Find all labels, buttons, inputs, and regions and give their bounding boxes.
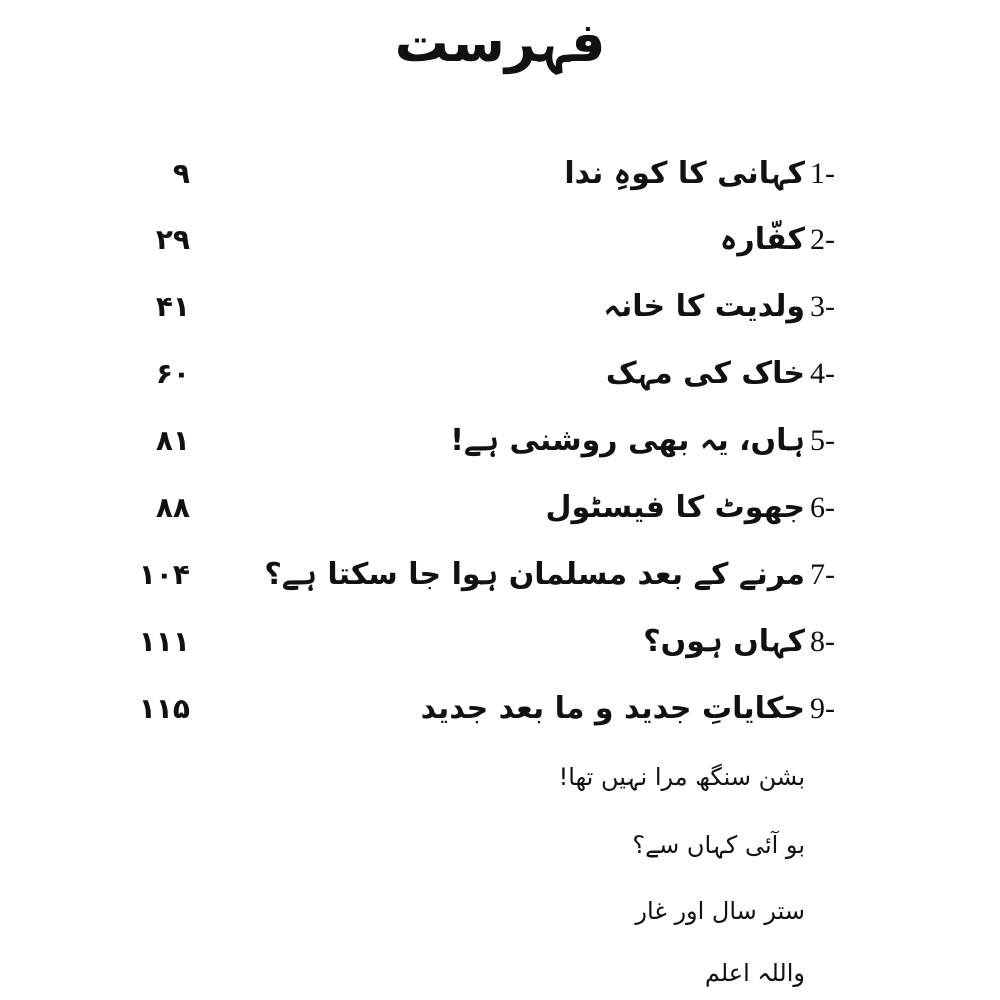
toc-entry-6 xyxy=(0,478,1000,538)
entry-title: ولدیت کا خانہ xyxy=(603,289,805,324)
toc-subentry-4: واللہ اعلم xyxy=(704,959,805,987)
entry-number: 4- xyxy=(810,357,835,390)
entry-number: 9- xyxy=(810,692,835,725)
entry-title: جھوٹ کا فیسٹول xyxy=(545,490,805,525)
entry-page-number: ۶۰ xyxy=(155,357,190,390)
entry-page-number: ۸۱ xyxy=(155,424,190,457)
toc-entry-8 xyxy=(0,612,1000,672)
toc-subentry-3: ستر سال اور غار xyxy=(635,897,805,925)
entry-title: ہاں، یہ بھی روشنی ہے! xyxy=(450,423,805,458)
entry-title: کہانی کا کوہِ ندا xyxy=(564,156,805,191)
entry-page-number: ۴۱ xyxy=(155,290,190,323)
entry-number: 6- xyxy=(810,491,835,524)
entry-number: 1- xyxy=(810,157,835,190)
toc-entry-4 xyxy=(0,344,1000,404)
entry-number: 2- xyxy=(810,223,835,256)
toc-entry-7 xyxy=(0,545,1000,605)
entry-page-number: ۸۸ xyxy=(155,491,190,524)
entry-page-number: ۱۰۴ xyxy=(138,558,190,591)
toc-subentry-1: بشن سنگھ مرا نہیں تھا! xyxy=(558,763,805,791)
entry-number: 8- xyxy=(810,625,835,658)
entry-number: 3- xyxy=(810,290,835,323)
toc-entry-2 xyxy=(0,210,1000,270)
entry-number: 5- xyxy=(810,424,835,457)
toc-entry-1 xyxy=(0,144,1000,204)
page-title: فہرست xyxy=(394,11,606,74)
entry-number: 7- xyxy=(810,558,835,591)
entry-page-number: ۱۱۵ xyxy=(138,692,190,725)
entry-title: کہاں ہوں؟ xyxy=(643,624,805,659)
entry-title: حکایاتِ جدید و ما بعد جدید xyxy=(420,691,805,726)
entry-page-number: ۱۱۱ xyxy=(138,625,190,658)
toc-entry-5 xyxy=(0,411,1000,471)
entry-title: خاک کی مہک xyxy=(605,356,805,391)
toc-entry-3 xyxy=(0,277,1000,337)
entry-title: مرنے کے بعد مسلمان ہوا جا سکتا ہے؟ xyxy=(264,557,805,592)
entry-page-number: ۹ xyxy=(172,157,190,190)
entry-page-number: ۲۹ xyxy=(155,223,190,256)
toc-subentry-2: بو آئی کہاں سے؟ xyxy=(632,831,805,859)
entry-title: کفّارہ xyxy=(719,222,805,257)
toc-entry-9 xyxy=(0,679,1000,739)
